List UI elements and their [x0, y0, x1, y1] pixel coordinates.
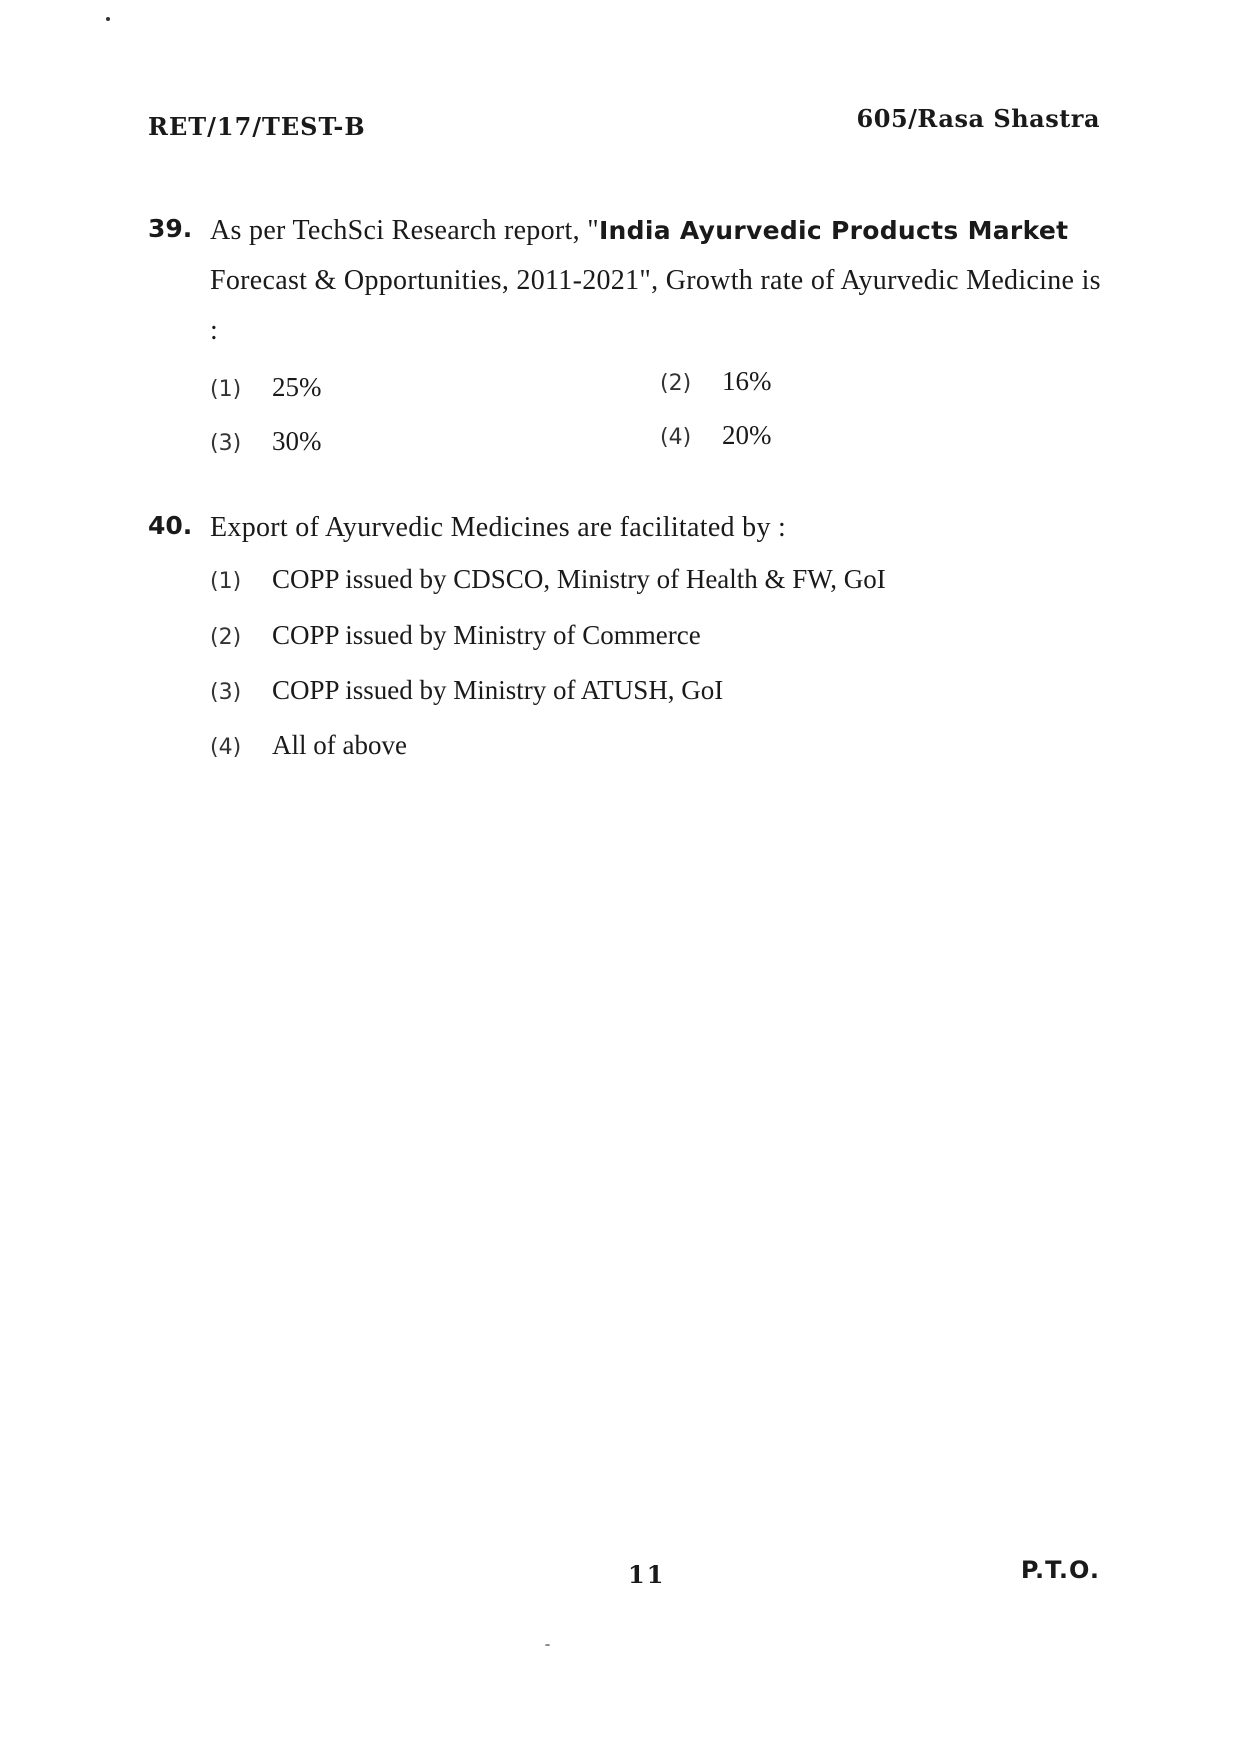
pto-label: P.T.O.	[1020, 1556, 1100, 1584]
option-number: (4)	[660, 425, 692, 450]
option-number: (3)	[210, 431, 242, 456]
option-text: 16%	[722, 366, 772, 396]
option-text: COPP issued by Ministry of ATUSH, GoI	[272, 675, 724, 705]
option-number: (2)	[210, 625, 242, 650]
option	[660, 366, 772, 397]
option-number: (2)	[660, 371, 692, 396]
option-number: (4)	[210, 735, 242, 760]
exam-code: RET/17/TEST-B	[148, 112, 366, 141]
subject-code: 605/Rasa Shastra	[856, 104, 1100, 133]
option-text: All of above	[272, 730, 407, 760]
question-text-part: As per TechSci Research report, "	[210, 215, 599, 246]
option	[660, 420, 772, 451]
option-text: COPP issued by Ministry of Commerce	[272, 620, 701, 650]
option	[210, 426, 322, 457]
option-text: 20%	[722, 420, 772, 450]
page-number: 11	[628, 1560, 666, 1589]
question-number: 39.	[148, 214, 193, 243]
option-text: COPP issued by CDSCO, Ministry of Health & FW, GoI	[272, 564, 886, 594]
option	[210, 620, 701, 651]
option	[210, 730, 407, 761]
option	[210, 675, 723, 706]
option-number: (1)	[210, 377, 242, 402]
option-number: (1)	[210, 569, 242, 594]
option	[210, 372, 322, 403]
question-39	[148, 206, 1108, 356]
question-text	[210, 206, 1108, 356]
scan-speck	[106, 17, 110, 21]
question-text-part: Forecast & Opportunities, 2011-2021", Growth rate of Ayurvedic Medicine is :	[210, 265, 1101, 346]
question-40	[148, 503, 1108, 553]
option-text: 30%	[272, 426, 322, 456]
option-number: (3)	[210, 680, 242, 705]
report-title: India Ayurvedic Products Market	[598, 216, 1069, 245]
scan-speck	[545, 1644, 550, 1646]
question-text: Export of Ayurvedic Medicines are facilitated by :	[210, 512, 787, 543]
option	[210, 564, 886, 595]
option-text: 25%	[272, 372, 322, 402]
question-number: 40.	[148, 511, 193, 540]
